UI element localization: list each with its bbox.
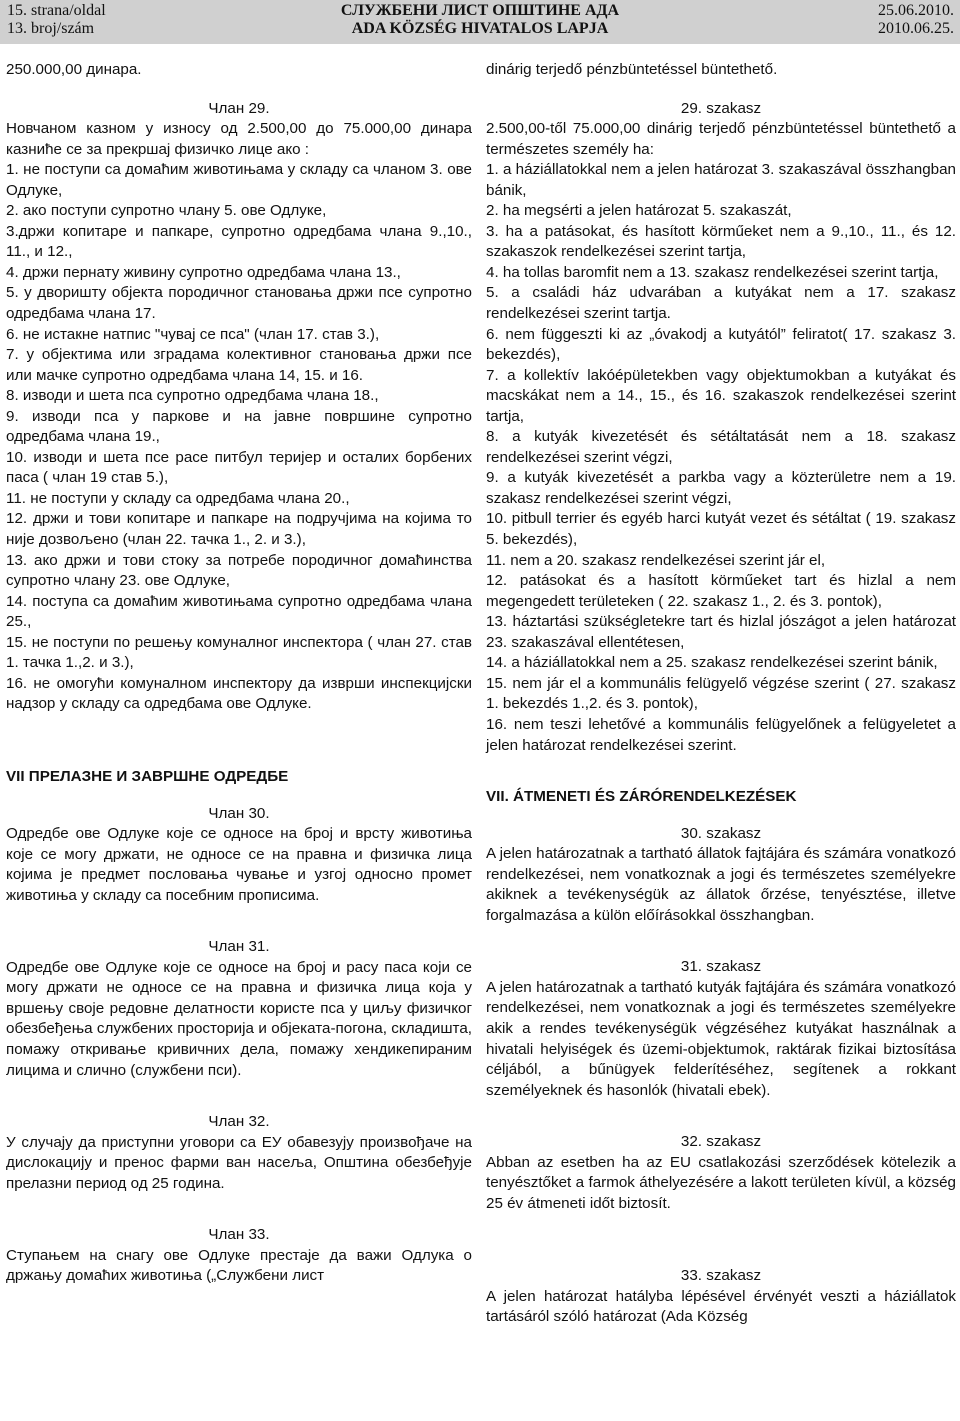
list-item: 2. ако поступи супротно члану 5. ове Одлуке, <box>6 202 327 220</box>
date-serbian: 25.06.2010. <box>878 2 954 19</box>
list-item: 10. изводи и шета псе расе питбул теријер и осталих борбених паса ( члан 19 став 5.), <box>6 448 472 487</box>
gazette-title-hungarian: ADA KÖZSÉG HIVATALOS LAPJA <box>351 20 609 37</box>
spacer <box>486 1101 956 1132</box>
article-31-title: 31. szakasz <box>680 958 762 976</box>
spacer <box>486 756 956 787</box>
article-30-text: A jelen határozatnak a tartható állatok fajtájára és számára vonatkozó rendelkezései, nem vonatkoznak a jogi és természetes személyekre akiknek a tevékenységük az állatok őrzése, tenyésztése, illetve forgalmazása a külön előírásokkal összhangban. <box>486 845 956 924</box>
article-32-title: Члан 32. <box>208 1113 270 1131</box>
list-item: 13. háztartási szükségletekre tart és hizlal jószágot a jelen határozat 23. szakaszával ellentétesen, <box>486 613 956 651</box>
list-item: 11. nem a 20. szakasz rendelkezései szerint jár el, <box>486 551 826 569</box>
article-33-title: Члан 33. <box>208 1226 270 1244</box>
list-item: 13. ако држи и тови стоку за потребе породичног домаћинства супротно члану 23. ове Одлуке, <box>6 551 472 590</box>
list-item: 12. patásokat és a hasított körműeket tart és hizlal a nem megengedett területeken ( 22. szakasz 1., 2. és 3. pontok), <box>486 572 956 610</box>
article-31-text: A jelen határozatnak a tartható kutyák fajtájára és számára vonatkozó rendelkezései, nem vonatkoznak a jogi és természetes személyekre akik a rendes tevékenységük végzéséhez kutyákat használnak a hivatali helyiségek és üzemi-objektumok, raktárak fizikai biztosítása céljából, a bűnügyek felderítéséhez, segítenek a rokkant személyeknek és hasonlók (hivatali ebek). <box>486 978 956 1099</box>
list-item: 1. a háziállatokkal nem a jelen határozat 3. szakaszával összhangban bánik, <box>486 161 956 199</box>
list-item: 6. не истакне натпис "чувај се пса" (члан 17. став 3.), <box>6 325 380 343</box>
article-32-text: У случају да приступни уговори са ЕУ обавезују произвођаче на дислокацију и пренос фарми ван насеља, Општина обезбеђује прелазни период од 25 година. <box>6 1133 472 1192</box>
list-item: 4. ha tollas baromfit nem a 13. szakasz rendelkezései szerint tartja, <box>486 263 939 281</box>
list-item: 14. a háziállatokkal nem a 25. szakasz rendelkezései szerint bánik, <box>486 654 938 672</box>
list-item: 15. nem jár el a kommunális felügyelő végzése szerint ( 27. szakasz 1. bekezdés 1.,2. és 3. pontok), <box>486 674 956 713</box>
spacer <box>486 808 956 824</box>
section-heading: VII. ÁTMENETI ÉS ZÁRÓRENDELKEZÉSEK <box>486 788 797 806</box>
continuation-line: 250.000,00 динара. <box>6 61 142 78</box>
article-31-title: Члан 31. <box>208 938 270 956</box>
list-item: 14. поступа са домаћим животињама супротно одредбама члана 25., <box>6 592 472 631</box>
article-29-intro: Новчаном казном у износу од 2.500,00 до 75.000,00 динара казниће се за прекршај физичко лице ако : <box>6 120 472 158</box>
article-29-title: Члан 29. <box>208 99 270 117</box>
list-item: 2. ha megsérti a jelen határozat 5. szakaszát, <box>486 202 792 220</box>
spacer <box>6 906 472 937</box>
list-item: 15. не поступи по решењу комуналног инспектора ( члан 27. став 1. тачка 1.,2. и 3.), <box>6 633 472 672</box>
list-item: 1. не поступи са домаћим животињама у складу са чланом 3. ове Одлуке, <box>6 161 472 199</box>
gazette-title-serbian: СЛУЖБЕНИ ЛИСТ ОПШТИНЕ АДА <box>340 2 620 19</box>
list-item: 3.држи копитаре и папкаре, супротно одредбама члана 9.,10., 11., и 12., <box>6 222 472 261</box>
spacer <box>6 1081 472 1112</box>
page-number: 15. strana/oldal <box>7 2 106 19</box>
article-29-title: 29. szakasz <box>680 99 762 117</box>
article-30-title: 30. szakasz <box>680 824 762 842</box>
list-item: 7. a kollektív lakóépületekben vagy objektumokban a kutyákat és macskákat nem a 14., 15., és 16. szakaszok rendelkezései szerint tartja, <box>486 366 956 425</box>
list-item: 8. a kutyák kivezetését és sétáltatását nem a 18. szakasz rendelkezései szerint végzi, <box>486 428 956 466</box>
spacer <box>6 81 472 99</box>
spacer <box>486 1214 956 1266</box>
header-right <box>878 2 954 38</box>
list-item: 9. a kutyák kivezetését a parkba vagy a közterületre nem a 19. szakasz rendelkezései szerint végzi, <box>486 469 956 507</box>
hungarian-column <box>486 60 956 1328</box>
article-31-text: Одредбе ове Одлуке које се односе на број и расу паса који се могу држати не односе се на правна и физичка лица која у вршењу своје редовне делатности користе пса у циљу физичког обезбеђења службених просторија и објеката-погона, складишта, помажу откривање кривичних дела, помажу хендикепираним лицима и слично (службени пси). <box>6 958 472 1079</box>
list-item: 16. nem teszi lehetővé a kommunális felügyelőnek a felügyeletet a jelen határozat rendelkezései szerint. <box>486 715 956 754</box>
article-32-title: 32. szakasz <box>680 1133 762 1151</box>
serbian-column <box>6 60 472 1287</box>
article-32-text: Abban az esetben ha az EU csatlakozási szerződések kötelezik a tenyésztőket a farmok áthelyezésére a lakott területen kívül, a község 25 év átmeneti időt biztosít. <box>486 1153 956 1212</box>
list-item: 3. ha a patásokat, és hasított körműeket nem a 9.,10., 11., és 12. szakaszok rendelkezései szerint tartja, <box>486 222 956 261</box>
list-item: 9. изводи пса у паркове и на јавне површине супротно одредбама члана 19., <box>6 407 472 446</box>
date-hungarian: 2010.06.25. <box>878 20 954 37</box>
spacer <box>486 926 956 957</box>
list-item: 5. у дворишту објекта породичног становања држи псе супротно одредбама члана 17. <box>6 284 472 323</box>
article-33-text: A jelen határozat hatályba lépésével érvényét veszti a háziállatok tartásáról szóló határozat (Ada Község <box>486 1287 956 1326</box>
list-item: 8. изводи и шета пса супротно одредбама члана 18., <box>6 387 379 405</box>
list-item: 10. pitbull terrier és egyéb harci kutyát vezet és sétáltat ( 19. szakasz 5. bekezdés), <box>486 510 956 549</box>
article-33-title: 33. szakasz <box>680 1267 762 1285</box>
list-item: 7. у објектима или зградама колективног становања држи псе или мачке супротно одредбама члана 14, 15. и 16. <box>6 346 472 384</box>
spacer <box>6 1194 472 1225</box>
article-30-text: Одредбе ове Одлуке које се односе на број и врсту животиња које се могу држати, не односе се на правна и физичка лица којима је предмет пословања чување и узгој односно промет животиња у складу са посебним прописима. <box>6 825 472 904</box>
list-item: 6. nem függeszti ki az „óvakodj a kutyától” feliratot( 17. szakasz 3. bekezdés), <box>486 325 956 364</box>
spacer <box>6 788 472 804</box>
article-33-text: Ступањем на снагу ове Одлуке престаје да важи Одлука о држању домаћих животиња („Службени лист <box>6 1246 472 1285</box>
list-item: 11. не поступи у складу са одредбама члана 20., <box>6 489 350 507</box>
spacer <box>486 81 956 99</box>
list-item: 12. држи и тови копитаре и папкаре на подручјима на којима то није дозвољено (члан 22. тачка 1., 2. и 3.), <box>6 510 472 549</box>
issue-number: 13. broj/szám <box>7 20 95 37</box>
list-item: 16. не омогући комуналном инспектору да изврши инспекцијски надзор у складу са одредбама ове Одлуке. <box>6 674 472 713</box>
article-29-intro: 2.500,00-től 75.000,00 dinárig terjedő pénzbüntetéssel büntethető a természetes személy ha: <box>486 120 956 158</box>
list-item: 5. a családi ház udvarában a kutyákat nem a 17. szakasz rendelkezései szerint tartja. <box>486 284 956 323</box>
spacer <box>6 715 472 767</box>
continuation-line: dinárig terjedő pénzbüntetéssel büntethető. <box>486 61 778 78</box>
section-heading: VII ПРЕЛАЗНЕ И ЗАВРШНЕ ОДРЕДБЕ <box>6 767 289 785</box>
page-header <box>0 0 960 44</box>
article-30-title: Члан 30. <box>208 804 270 822</box>
header-center <box>0 2 960 38</box>
list-item: 4. држи пернату живину супротно одредбама члана 13., <box>6 263 401 281</box>
